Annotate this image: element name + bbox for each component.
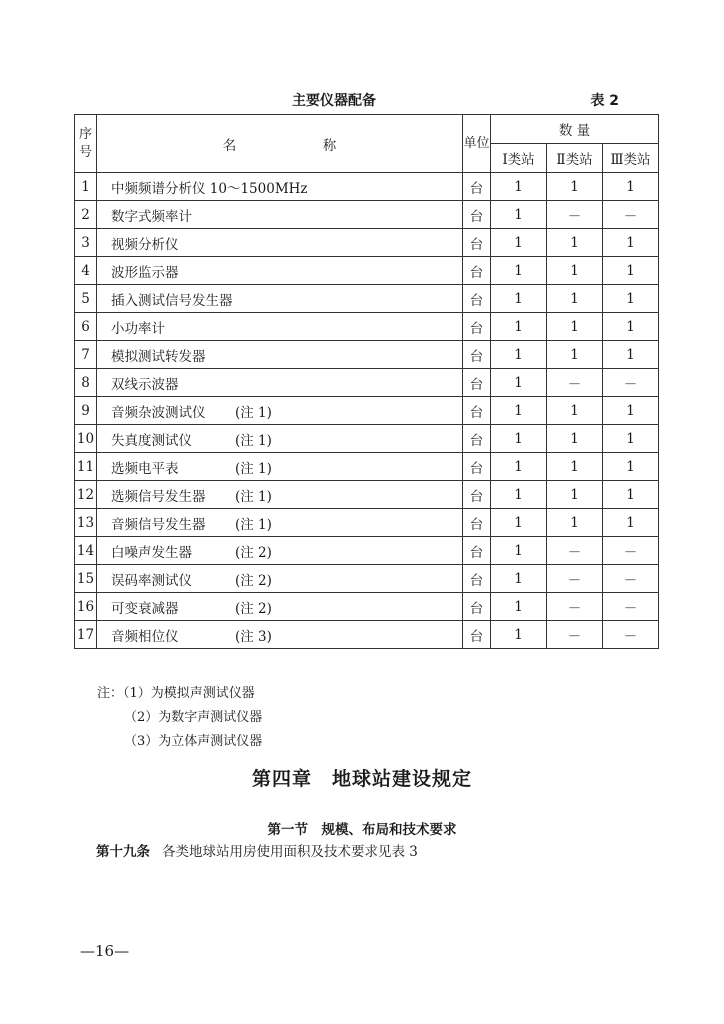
instrument-name-cell <box>97 257 463 285</box>
row-number: 3 <box>75 229 97 257</box>
quantity-class-2: － <box>547 369 603 397</box>
quantity-class-3: 1 <box>603 257 659 285</box>
unit-cell: 台 <box>463 509 491 537</box>
instrument-note: (注 1) <box>235 460 272 477</box>
instrument-name: 失真度测试仪 <box>111 432 192 449</box>
quantity-class-3: 1 <box>603 173 659 201</box>
instrument-name: 模拟测试转发器 <box>111 348 206 365</box>
quantity-class-2: － <box>547 537 603 565</box>
row-number: 12 <box>75 481 97 509</box>
section-heading: 第一节 规模、布局和技术要求 <box>267 822 457 838</box>
unit-cell: 台 <box>463 173 491 201</box>
quantity-class-1: 1 <box>491 425 547 453</box>
quantity-class-1: 1 <box>491 313 547 341</box>
unit-cell: 台 <box>463 313 491 341</box>
quantity-class-2: 1 <box>547 509 603 537</box>
table-row <box>75 425 659 453</box>
quantity-class-1: 1 <box>491 369 547 397</box>
quantity-class-3: 1 <box>603 313 659 341</box>
instrument-name-cell <box>97 229 463 257</box>
table-row <box>75 453 659 481</box>
instrument-name-cell <box>97 621 463 649</box>
table-row <box>75 285 659 313</box>
row-number: 10 <box>75 425 97 453</box>
unit-cell: 台 <box>463 369 491 397</box>
row-number: 2 <box>75 201 97 229</box>
row-number: 13 <box>75 509 97 537</box>
instrument-name-cell <box>97 341 463 369</box>
instrument-name-cell <box>97 313 463 341</box>
note-item: （2）为数字声测试仪器 <box>124 710 263 725</box>
instrument-name-cell <box>97 285 463 313</box>
row-number: 17 <box>75 621 97 649</box>
quantity-class-3: 1 <box>603 481 659 509</box>
quantity-class-1: 1 <box>491 173 547 201</box>
row-number: 7 <box>75 341 97 369</box>
instrument-name: 插入测试信号发生器 <box>111 292 233 309</box>
instrument-name-cell <box>97 397 463 425</box>
note-line-1 <box>97 682 262 706</box>
quantity-class-1: 1 <box>491 481 547 509</box>
row-number: 6 <box>75 313 97 341</box>
note-line-2 <box>97 706 262 730</box>
instrument-name: 选频电平表 <box>111 460 179 477</box>
header-unit: 单位 <box>463 115 491 173</box>
quantity-class-2: － <box>547 593 603 621</box>
instrument-note: (注 1) <box>235 488 272 505</box>
quantity-class-1: 1 <box>491 453 547 481</box>
instrument-name-cell <box>97 537 463 565</box>
instrument-name-cell <box>97 453 463 481</box>
instrument-name-cell <box>97 509 463 537</box>
quantity-class-3: 1 <box>603 229 659 257</box>
unit-cell: 台 <box>463 257 491 285</box>
quantity-class-2: 1 <box>547 481 603 509</box>
unit-cell: 台 <box>463 481 491 509</box>
quantity-class-2: － <box>547 565 603 593</box>
header-name-char-2: 称 <box>322 137 337 154</box>
table-row <box>75 341 659 369</box>
table-caption <box>74 90 659 112</box>
instrument-name: 波形监示器 <box>111 264 179 281</box>
row-number: 8 <box>75 369 97 397</box>
instrument-name: 小功率计 <box>111 320 165 337</box>
unit-cell: 台 <box>463 341 491 369</box>
instrument-name: 误码率测试仪 <box>111 572 192 589</box>
article-text: 各类地球站用房使用面积及技术要求见表 3 <box>162 844 418 860</box>
row-number: 16 <box>75 593 97 621</box>
table-number: 表 2 <box>590 93 619 109</box>
quantity-class-3: 1 <box>603 285 659 313</box>
unit-cell: 台 <box>463 621 491 649</box>
quantity-class-1: 1 <box>491 565 547 593</box>
instrument-note: (注 3) <box>235 628 272 645</box>
unit-cell: 台 <box>463 397 491 425</box>
instrument-note: (注 1) <box>235 404 272 421</box>
quantity-class-3: － <box>603 201 659 229</box>
page-number: —16— <box>80 942 130 960</box>
row-number: 11 <box>75 453 97 481</box>
quantity-class-2: 1 <box>547 257 603 285</box>
note-line-3 <box>97 730 262 754</box>
quantity-class-3: － <box>603 369 659 397</box>
equipment-table <box>74 114 659 649</box>
table-row <box>75 537 659 565</box>
row-number: 4 <box>75 257 97 285</box>
instrument-name: 选频信号发生器 <box>111 488 206 505</box>
quantity-class-3: － <box>603 621 659 649</box>
header-quantity: 数 量 <box>491 115 659 144</box>
table-row <box>75 565 659 593</box>
table-notes <box>97 682 262 754</box>
table-title: 主要仪器配备 <box>292 93 376 109</box>
table-row <box>75 621 659 649</box>
quantity-class-1: 1 <box>491 257 547 285</box>
quantity-class-3: － <box>603 565 659 593</box>
quantity-class-1: 1 <box>491 509 547 537</box>
unit-cell: 台 <box>463 425 491 453</box>
quantity-class-2: 1 <box>547 453 603 481</box>
instrument-name-cell <box>97 425 463 453</box>
quantity-class-2: 1 <box>547 173 603 201</box>
quantity-class-1: 1 <box>491 593 547 621</box>
quantity-class-2: － <box>547 621 603 649</box>
instrument-note: (注 2) <box>235 572 272 589</box>
header-name-char-1: 名 <box>222 137 237 154</box>
instrument-name: 视频分析仪 <box>111 236 179 253</box>
quantity-class-3: 1 <box>603 453 659 481</box>
unit-cell: 台 <box>463 285 491 313</box>
instrument-name: 音频信号发生器 <box>111 516 206 533</box>
quantity-class-1: 1 <box>491 341 547 369</box>
unit-cell: 台 <box>463 593 491 621</box>
quantity-class-3: 1 <box>603 509 659 537</box>
quantity-class-2: 1 <box>547 341 603 369</box>
quantity-class-2: 1 <box>547 229 603 257</box>
table-row <box>75 201 659 229</box>
row-number: 15 <box>75 565 97 593</box>
instrument-name-cell <box>97 593 463 621</box>
instrument-name: 数字式频率计 <box>111 208 192 225</box>
quantity-class-2: 1 <box>547 425 603 453</box>
table-row <box>75 369 659 397</box>
instrument-note: (注 1) <box>235 432 272 449</box>
row-number: 5 <box>75 285 97 313</box>
instrument-name: 双线示波器 <box>111 376 179 393</box>
quantity-class-1: 1 <box>491 229 547 257</box>
quantity-class-1: 1 <box>491 397 547 425</box>
note-item: （3）为立体声测试仪器 <box>124 734 263 749</box>
header-name <box>97 115 463 173</box>
instrument-name-cell <box>97 565 463 593</box>
note-item: （1）为模拟声测试仪器 <box>123 686 255 701</box>
table-row <box>75 481 659 509</box>
quantity-class-2: 1 <box>547 313 603 341</box>
header-class-2: Ⅱ类站 <box>547 144 603 173</box>
instrument-name-cell <box>97 201 463 229</box>
header-class-1: Ⅰ类站 <box>491 144 547 173</box>
quantity-class-2: － <box>547 201 603 229</box>
instrument-name: 中频频谱分析仪 10～1500MHz <box>111 180 308 197</box>
quantity-class-3: 1 <box>603 397 659 425</box>
instrument-note: (注 2) <box>235 600 272 617</box>
instrument-name: 可变衰减器 <box>111 600 179 617</box>
instrument-name: 音频相位仪 <box>111 628 179 645</box>
header-class-3: Ⅲ类站 <box>603 144 659 173</box>
instrument-name-cell <box>97 173 463 201</box>
quantity-class-1: 1 <box>491 621 547 649</box>
quantity-class-1: 1 <box>491 537 547 565</box>
unit-cell: 台 <box>463 537 491 565</box>
chapter-heading: 第四章 地球站建设规定 <box>251 768 472 790</box>
unit-cell: 台 <box>463 565 491 593</box>
unit-cell: 台 <box>463 229 491 257</box>
instrument-note: (注 2) <box>235 544 272 561</box>
instrument-name-cell <box>97 481 463 509</box>
row-number: 9 <box>75 397 97 425</box>
instrument-name: 音频杂波测试仪 <box>111 404 206 421</box>
table-row <box>75 229 659 257</box>
quantity-class-3: 1 <box>603 341 659 369</box>
quantity-class-2: 1 <box>547 397 603 425</box>
instrument-name: 白噪声发生器 <box>111 544 192 561</box>
row-number: 14 <box>75 537 97 565</box>
quantity-class-3: 1 <box>603 425 659 453</box>
unit-cell: 台 <box>463 201 491 229</box>
quantity-class-2: 1 <box>547 285 603 313</box>
quantity-class-3: － <box>603 537 659 565</box>
header-no: 序号 <box>75 115 97 173</box>
table-row <box>75 173 659 201</box>
quantity-class-3: － <box>603 593 659 621</box>
instrument-name-cell <box>97 369 463 397</box>
table-row <box>75 313 659 341</box>
table-row <box>75 593 659 621</box>
table-row <box>75 509 659 537</box>
table-row <box>75 397 659 425</box>
quantity-class-1: 1 <box>491 285 547 313</box>
article-paragraph <box>96 840 418 860</box>
article-label: 第十九条 <box>96 844 150 860</box>
table-row <box>75 257 659 285</box>
unit-cell: 台 <box>463 453 491 481</box>
quantity-class-1: 1 <box>491 201 547 229</box>
row-number: 1 <box>75 173 97 201</box>
instrument-note: (注 1) <box>235 516 272 533</box>
notes-label: 注： <box>97 686 124 701</box>
